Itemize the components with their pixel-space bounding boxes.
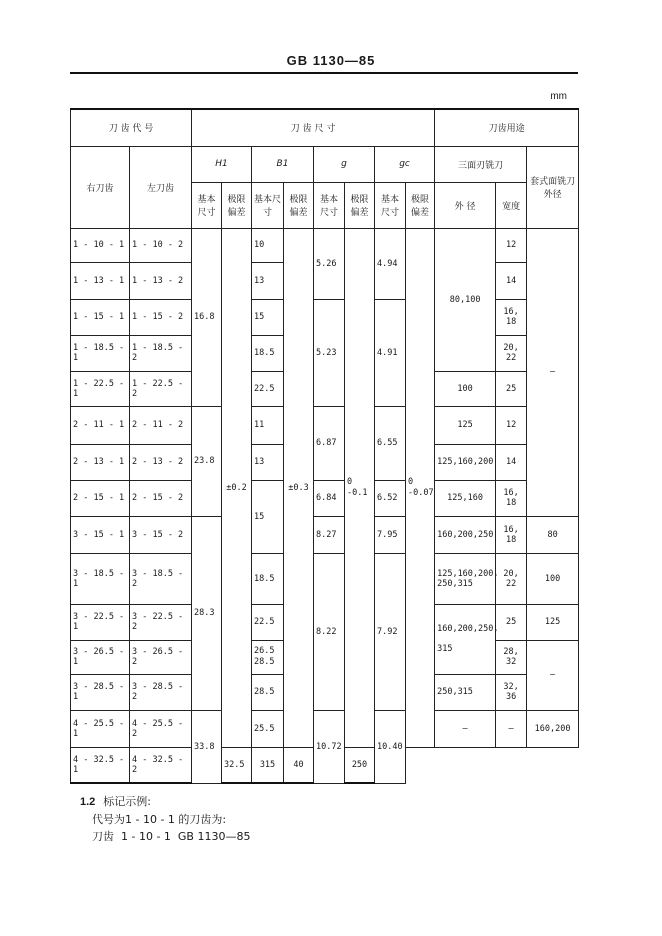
gc-basic: 10.40 — [375, 710, 406, 783]
code-right: 4 - 32.5 - 1 — [71, 747, 130, 783]
gc-basic: 4.91 — [375, 299, 406, 406]
marking-example — [80, 793, 250, 845]
width-value: 25 — [496, 371, 527, 406]
gc-basic: 7.92 — [375, 553, 406, 710]
g-basic: 5.23 — [314, 299, 345, 406]
width-value: 40 — [284, 747, 314, 783]
gc-basic: 7.95 — [375, 516, 406, 553]
face-mill-diameter: — — [527, 228, 579, 516]
header-rule — [70, 72, 578, 74]
code-right: 4 - 25.5 - 1 — [71, 710, 130, 747]
code-right: 3 - 15 - 1 — [71, 516, 130, 553]
b1-basic: 11 — [252, 406, 284, 444]
code-left: 4 - 32.5 - 2 — [130, 747, 192, 783]
code-left: 3 - 15 - 2 — [130, 516, 192, 553]
code-left: 3 - 18.5 - 2 — [130, 553, 192, 604]
header-basic: 基本尺寸 — [252, 182, 284, 228]
code-right: 1 - 10 - 1 — [71, 228, 130, 262]
header-limit: 极限偏差 — [406, 182, 435, 228]
header-limit: 极限偏差 — [222, 182, 252, 228]
g-tolerance — [345, 228, 375, 747]
b1-tolerance: ±0.3 — [284, 228, 314, 747]
code-left: 1 - 15 - 2 — [130, 299, 192, 335]
h1-basic: 28.3 — [192, 516, 222, 710]
gc-tol-lower: -0.07 — [408, 487, 434, 498]
outer-diameter: 160,200,250 — [435, 516, 496, 553]
code-left: 3 - 22.5 - 2 — [130, 604, 192, 640]
width-value: 25 — [496, 604, 527, 640]
face-mill-diameter: — — [527, 640, 579, 710]
code-right: 1 - 15 - 1 — [71, 299, 130, 335]
code-left: 4 - 25.5 - 2 — [130, 710, 192, 747]
gc-basic: 4.94 — [375, 228, 406, 299]
outer-diameter: 160,200,250, 315 — [435, 604, 496, 674]
code-left: 2 - 15 - 2 — [130, 480, 192, 516]
header-right: 右刀齿 — [71, 146, 130, 228]
b1-basic: 28.5 — [252, 674, 284, 710]
g-tol-upper: 0 — [347, 476, 353, 487]
gc-basic: 6.55 — [375, 406, 406, 480]
h1-basic: 16.8 — [192, 228, 222, 406]
width-value: 20, 22 — [496, 335, 527, 371]
outer-diameter: 125,160 — [435, 480, 496, 516]
face-mill-diameter: 250 — [345, 747, 375, 783]
b1-basic: 10 — [252, 228, 284, 262]
width-value: 14 — [496, 262, 527, 299]
width-value: 16, 18 — [496, 516, 527, 553]
header-three-side: 三面刃铣刀 — [435, 146, 527, 182]
header-code: 刀 齿 代 号 — [71, 109, 192, 146]
section-number: 1.2 — [80, 796, 96, 808]
outer-diameter: — — [435, 710, 496, 747]
g-basic: 5.26 — [314, 228, 345, 299]
example-heading — [80, 793, 250, 811]
width-value: 32, 36 — [496, 674, 527, 710]
width-value: 14 — [496, 444, 527, 480]
header-size: 刀 齿 尺 寸 — [192, 109, 435, 146]
g-basic: 8.27 — [314, 516, 345, 553]
g-basic: 8.22 — [314, 553, 345, 710]
b1-basic: 18.5 — [252, 335, 284, 371]
example-line-1: 代号为1 - 10 - 1 的刀齿为: — [92, 813, 227, 826]
width-value: 16, 18 — [496, 480, 527, 516]
code-left: 3 - 26.5 - 2 — [130, 640, 192, 674]
b1-basic: 22.5 — [252, 604, 284, 640]
g-basic: 10.72 — [314, 710, 345, 783]
code-left: 2 - 13 - 2 — [130, 444, 192, 480]
width-value: 12 — [496, 406, 527, 444]
header-basic: 基本尺寸 — [192, 182, 222, 228]
gc-tol-upper: 0 — [408, 476, 414, 487]
g-basic: 6.84 — [314, 480, 345, 516]
outer-diameter: 250,315 — [435, 674, 496, 710]
outer-diameter: 125,160,200 — [435, 444, 496, 480]
code-right: 2 - 11 - 1 — [71, 406, 130, 444]
code-right: 3 - 18.5 - 1 — [71, 553, 130, 604]
header-gc: gc — [375, 146, 435, 182]
header-basic: 基本尺寸 — [375, 182, 406, 228]
b1-basic: 13 — [252, 444, 284, 480]
header-b1: B1 — [252, 146, 314, 182]
gc-basic: 6.52 — [375, 480, 406, 516]
face-mill-diameter: 160,200 — [527, 710, 579, 747]
width-value: 28, 32 — [496, 640, 527, 674]
width-value: — — [496, 710, 527, 747]
unit-label: mm — [550, 91, 567, 102]
header-width: 宽度 — [496, 182, 527, 228]
b1-basic: 26.5 28.5 — [252, 640, 284, 674]
face-mill-diameter: 100 — [527, 553, 579, 604]
outer-diameter: 315 — [252, 747, 284, 783]
example-line-2: 刀齿 1 - 10 - 1 GB 1130—85 — [92, 830, 251, 843]
g-basic: 6.87 — [314, 406, 345, 480]
b1-basic: 22.5 — [252, 371, 284, 406]
h1-basic: 33.8 — [192, 710, 222, 783]
code-left: 3 - 28.5 - 2 — [130, 674, 192, 710]
standard-code: GB 1130—85 — [286, 53, 376, 68]
outer-diameter: 80,100 — [435, 228, 496, 371]
header-basic: 基本尺寸 — [314, 182, 345, 228]
header-left: 左刀齿 — [130, 146, 192, 228]
outer-diameter: 125 — [435, 406, 496, 444]
code-right: 3 - 22.5 - 1 — [71, 604, 130, 640]
face-mill-diameter: 80 — [527, 516, 579, 553]
width-value: 16, 18 — [496, 299, 527, 335]
face-mill-diameter: 125 — [527, 604, 579, 640]
section-title: 标记示例: — [103, 795, 152, 808]
code-right: 2 - 15 - 1 — [71, 480, 130, 516]
header-limit: 极限偏差 — [284, 182, 314, 228]
header-usage: 刀齿用途 — [435, 109, 579, 146]
code-left: 1 - 13 - 2 — [130, 262, 192, 299]
b1-basic: 13 — [252, 262, 284, 299]
gc-tolerance — [406, 228, 435, 747]
width-value: 12 — [496, 228, 527, 262]
code-right: 2 - 13 - 1 — [71, 444, 130, 480]
code-right: 3 - 26.5 - 1 — [71, 640, 130, 674]
h1-basic: 23.8 — [192, 406, 222, 516]
header-g: g — [314, 146, 375, 182]
g-tol-lower: -0.1 — [347, 487, 368, 498]
header-outer: 外 径 — [435, 182, 496, 228]
header-limit: 极限偏差 — [345, 182, 375, 228]
h1-tolerance: ±0.2 — [222, 228, 252, 747]
outer-diameter: 125,160,200, 250,315 — [435, 553, 496, 604]
b1-basic: 32.5 — [222, 747, 252, 783]
code-left: 1 - 22.5 - 2 — [130, 371, 192, 406]
header-face-mill: 套式面铣刀外径 — [527, 146, 579, 228]
code-left: 1 - 10 - 2 — [130, 228, 192, 262]
header-h1: H1 — [192, 146, 252, 182]
tooth-dimension-table — [70, 108, 579, 784]
code-right: 3 - 28.5 - 1 — [71, 674, 130, 710]
b1-basic: 25.5 — [252, 710, 284, 747]
code-right: 1 - 18.5 - 1 — [71, 335, 130, 371]
width-value: 20, 22 — [496, 553, 527, 604]
outer-diameter: 100 — [435, 371, 496, 406]
code-left: 1 - 18.5 - 2 — [130, 335, 192, 371]
code-right: 1 - 13 - 1 — [71, 262, 130, 299]
code-right: 1 - 22.5 - 1 — [71, 371, 130, 406]
code-left: 2 - 11 - 2 — [130, 406, 192, 444]
b1-basic: 18.5 — [252, 553, 284, 604]
b1-basic: 15 — [252, 299, 284, 335]
b1-basic: 15 — [252, 480, 284, 553]
